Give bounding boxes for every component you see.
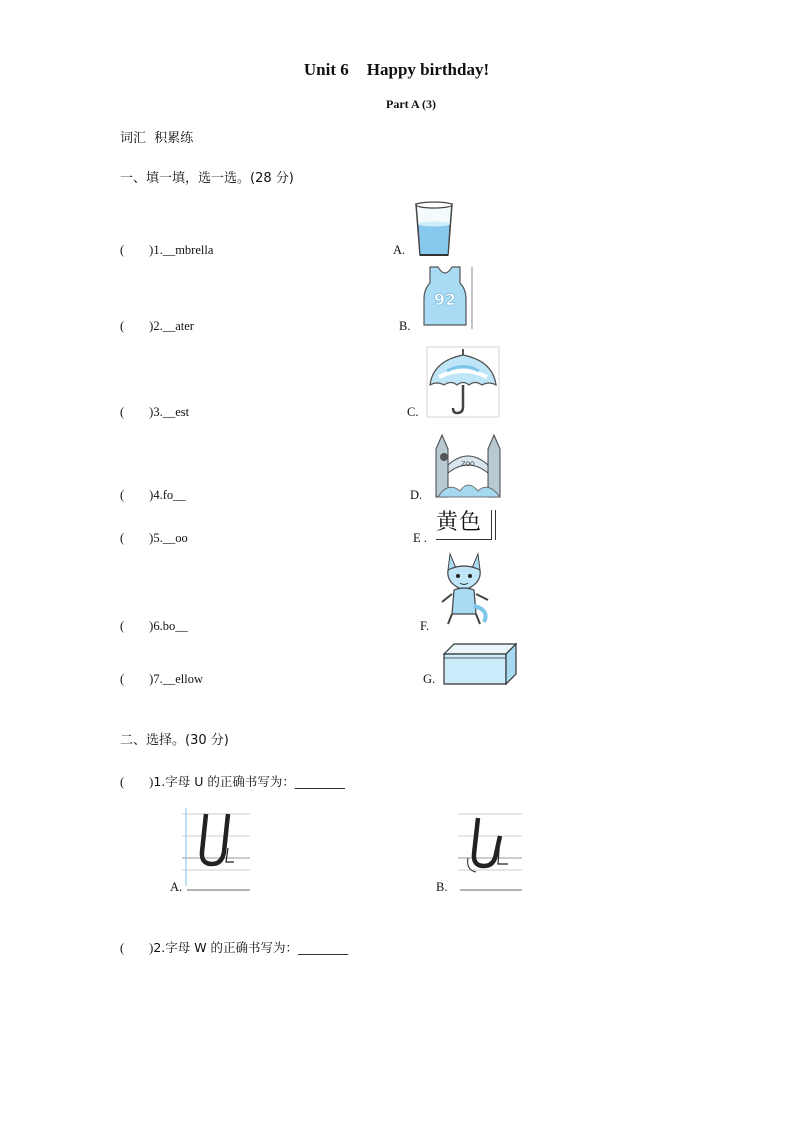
part1-heading: 一、填一填，选一选。(28 分): [120, 171, 294, 186]
question-6: ( )6.bo__: [120, 619, 188, 633]
part2-option-a-label: A.: [170, 880, 183, 894]
option-b-label: B.: [399, 319, 411, 333]
zoo-gate-picture: [434, 431, 502, 499]
option-f-label: F.: [420, 619, 430, 633]
option-a-label: A.: [393, 243, 406, 257]
umbrella-picture: [427, 347, 499, 417]
option-c-label: C.: [407, 405, 419, 419]
question-7: ( )7.__ellow: [120, 672, 203, 686]
section-heading: 词汇 积累练: [120, 131, 194, 146]
unit-label: Unit 6: [303, 60, 349, 79]
yellow-word-card: [436, 508, 498, 541]
option-g-label: G.: [423, 672, 436, 686]
fox-picture: [438, 550, 492, 626]
question-2: ( )2.__ater: [120, 319, 194, 333]
svg-text:ZOO: ZOO: [461, 461, 475, 468]
question-5: ( )5.__oo: [120, 531, 188, 545]
option-e-label: E .: [413, 531, 427, 545]
part2-question-1: ( )1.字母 U 的正确书写为：________: [120, 774, 345, 789]
unit-name: Happy birthday!: [366, 60, 490, 79]
question-3: ( )3.__est: [120, 405, 190, 419]
part2-question-2: ( )2.字母 W 的正确书写为：________: [120, 940, 349, 955]
page-title: [0, 60, 793, 80]
page-subtitle: Part A (3): [386, 97, 436, 111]
part2-option-b-label: B.: [436, 880, 448, 894]
letter-u-writing-a: [182, 808, 252, 892]
card-rule-2: [495, 510, 496, 540]
svg-text:92: 92: [433, 290, 457, 309]
card-rule-1: [491, 510, 492, 540]
card-underline: [436, 539, 492, 540]
letter-u-writing-b: [458, 808, 524, 892]
option-d-label: D.: [410, 488, 423, 502]
yellow-word-card-text: 黄色: [436, 510, 483, 535]
question-4: ( )4.fo__: [120, 488, 186, 502]
vest-92-picture: [420, 265, 476, 331]
question-1: ( )1.__mbrella: [120, 243, 214, 257]
box-picture: [442, 642, 518, 686]
part2-heading: 二、选择。(30 分): [120, 733, 229, 748]
glass-of-water-picture: [411, 200, 457, 260]
